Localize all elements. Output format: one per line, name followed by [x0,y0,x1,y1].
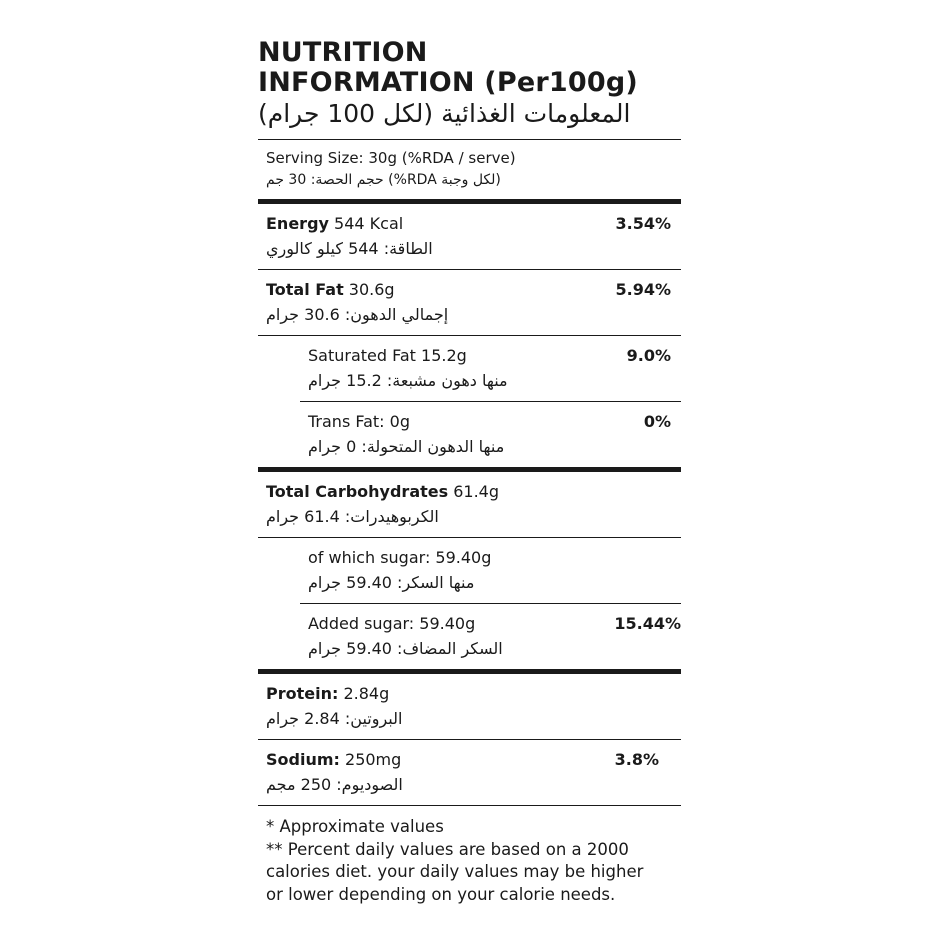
energy-value: 544 Kcal [328,214,404,233]
row-total-fat [258,270,681,335]
row-sugar [258,538,681,603]
sodium-value: 250mg [339,750,402,769]
row-energy [258,204,681,269]
protein-ar: البروتين: 2.84 جرام [266,709,403,728]
nutrition-label [258,38,681,906]
total-fat-label: Total Fat [266,280,344,299]
row-total-carbohydrates [258,472,681,537]
trans-fat-label: Trans Fat: 0g [308,412,410,431]
sugar-ar: منها السكر: 59.40 جرام [308,573,475,592]
added-sugar-label: Added sugar: 59.40g [308,614,476,633]
row-saturated-fat [258,336,681,401]
row-trans-fat [258,402,681,467]
serving-size-ar: (لكل وجبة RDA%) حجم الحصة: 30 جم [266,172,501,188]
footnote-approximate: * Approximate values [266,817,444,836]
footnote-daily-values-2: calories diet. your daily values may be higher [266,862,644,881]
total-carbs-value: 61.4g [448,482,500,501]
saturated-fat-ar: منها دهون مشبعة: 15.2 جرام [308,371,508,390]
row-sodium [258,740,681,805]
total-fat-ar: إجمالي الدهون: 30.6 جرام [266,305,449,324]
footnote-daily-values-1: ** Percent daily values are based on a 2000 [266,839,629,859]
row-added-sugar [258,604,681,669]
sodium-pct: 3.8% [614,750,659,769]
saturated-fat-label: Saturated Fat 15.2g [308,346,467,365]
sugar-label: of which sugar: 59.40g [308,548,492,567]
energy-ar: الطاقة: 544 كيلو كالوري [266,239,433,258]
total-fat-value: 30.6g [343,280,395,299]
serving-size-en: Serving Size: 30g (%RDA / serve) [266,149,516,167]
added-sugar-ar: السكر المضاف: 59.40 جرام [308,639,503,658]
footnote-daily-values-3: or lower depending on your calorie needs. [266,884,616,904]
added-sugar-pct: 15.44% [614,614,681,633]
total-carbs-label: Total Carbohydrates [266,482,449,501]
protein-value: 2.84g [338,684,390,703]
sodium-ar: الصوديوم: 250 مجم [266,775,403,794]
title-line-1: NUTRITION [258,37,428,68]
energy-label: Energy [266,214,329,233]
title-arabic: المعلومات الغذائية (لكل 100 جرام) [258,99,631,128]
row-protein [258,674,681,739]
sodium-label: Sodium: [266,750,340,769]
trans-fat-ar: منها الدهون المتحولة: 0 جرام [308,437,505,456]
energy-pct: 3.54% [615,214,671,233]
total-fat-pct: 5.94% [615,280,671,299]
title-line-2: INFORMATION (Per100g) [258,67,638,98]
footnotes [258,806,681,906]
total-carbs-ar: الكربوهيدرات: 61.4 جرام [266,507,439,526]
protein-label: Protein: [266,684,339,703]
trans-fat-pct: 0% [643,412,671,431]
saturated-fat-pct: 9.0% [626,346,671,365]
serving-size [258,140,681,199]
